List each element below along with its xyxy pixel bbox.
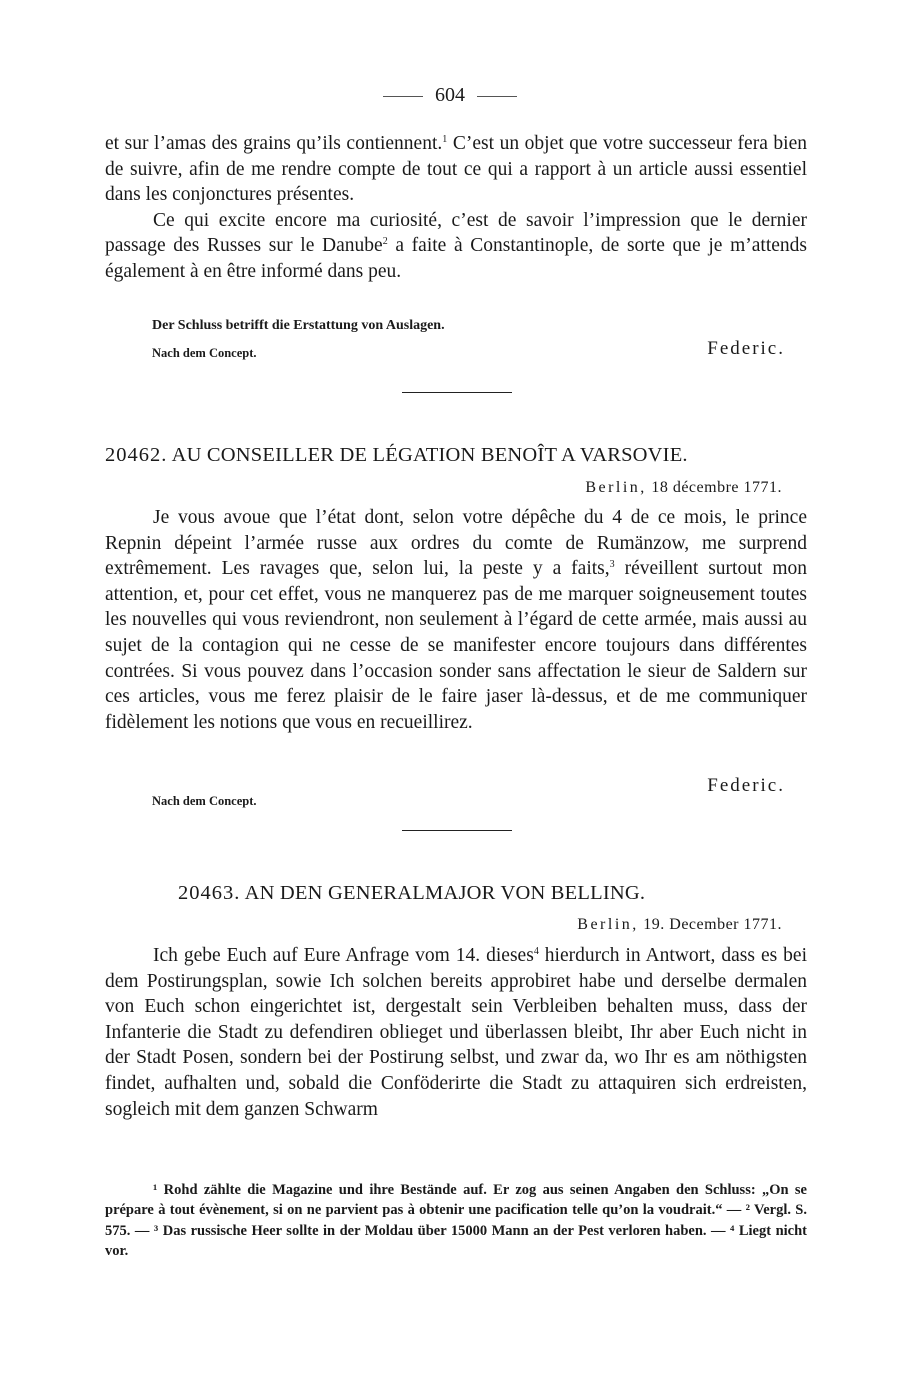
page-header <box>0 84 900 107</box>
letter-title: AN DEN GENERALMAJOR VON BELLING. <box>244 882 646 904</box>
source-note: Nach dem Concept. <box>152 794 257 808</box>
text-run: réveillent surtout mon attention, et, pour cet effet, vous ne manquerez pas de me marquer soigneusement toutes les nouvelles qui vous reviendront, non seulement à l’égard de cette armée, mais aussi au sujet de la contagion qui ne cesse de se manifester encore toujours dans différentes contrées. Si vous pouvez dans l’occasion sonder sans affectation le sieur de Saldern sur ces articles, vous me ferez plaisir de le faire jaser là-dessus, et de me communiquer fidèlement les notions que vous en recueillirez. <box>105 558 807 733</box>
footnote-ref: 1 <box>442 134 448 145</box>
footnote-ref: 4 <box>533 946 539 957</box>
text-run: Ich gebe Euch auf Eure Anfrage vom 14. dieses <box>153 945 534 966</box>
text-run: hierdurch in Antwort, dass es bei dem Postirungsplan, sowie Ich solchen bereits approbiret habe und derselbe dermalen von Euch schon eingerichtet ist, dergestalt sein Verbleiben behalten muss, dass der Infanterie die Stadt zu defendiren oblieget und überlassen bleibt, Ihr aber Euch nicht in der Stadt Posen, sondern bei der Postirung selbst, und zwar da, wo Ihr es am nöthigsten findet, aufhalten und, sobald die Conföderirte die Stadt zu attaquiren sich erdreisten, sogleich mit dem ganzen Schwarm <box>105 945 807 1120</box>
footnotes <box>105 1180 807 1262</box>
dateline <box>585 479 782 497</box>
letter-body <box>105 943 807 1122</box>
text-run: et sur l’amas des grains qu’ils contiennent. <box>105 133 443 154</box>
header-dash-right <box>477 96 517 97</box>
letter-body <box>105 505 807 735</box>
letter-heading <box>178 882 818 905</box>
header-dash-left <box>383 96 423 97</box>
dateline-place: Berlin, <box>577 916 639 933</box>
signature: Federic. <box>707 775 785 796</box>
dateline-date: 18 décembre 1771. <box>651 479 782 496</box>
footnote-text: ¹ Rohd zählte die Magazine und ihre Bestände auf. Er zog aus seinen Angaben den Schluss: „On se prépare à tout évènement, si on ne parvient pas à obtenir une pacification telle qu’on la voudrait.“ — ² Vergl. S. 575. — ³ Das russische Heer sollte in der Moldau über 15000 Mann an der Pest verloren haben. — ⁴ Liegt nicht vor. <box>105 1182 807 1260</box>
text-run: a faite à Constantinople, de sorte que je m’attends également à en être informé dans peu. <box>105 235 807 282</box>
dateline-date: 19. December 1771. <box>643 916 782 933</box>
dateline <box>577 916 782 934</box>
signature: Federic. <box>707 338 785 359</box>
letter-heading <box>105 444 807 467</box>
letter-title: AU CONSEILLER DE LÉGATION BENOÎT A VARSOVIE. <box>171 444 688 466</box>
section-divider <box>402 830 512 831</box>
paragraph <box>105 131 807 208</box>
source-note: Nach dem Concept. <box>152 346 257 360</box>
paragraph <box>105 505 807 735</box>
paragraph <box>105 208 807 285</box>
continuation-text <box>105 131 807 285</box>
footnote-ref: 3 <box>609 559 615 571</box>
dateline-place: Berlin, <box>585 479 647 496</box>
section-divider <box>402 392 512 393</box>
editorial-note: Der Schluss betrifft die Erstattung von Auslagen. <box>152 318 445 333</box>
text-run: C’est un objet que votre successeur fera bien de suivre, afin de me rendre compte de tout ce qui a rapport à un article aussi essentiel dans les conjonctures présentes. <box>105 133 808 206</box>
letter-number: 20462. <box>105 444 168 466</box>
text-run: Je vous avoue que l’état dont, selon votre dépêche du 4 de ce mois, le prince Repnin dépeint l’armée russe aux ordres du comte de Rumänzow, me surprend extrêmement. Les ravages que, selon lui, la peste y a faits, <box>105 507 807 580</box>
letter-number: 20463. <box>178 882 241 904</box>
page-number: 604 <box>435 84 465 106</box>
text-run: Ce qui excite encore ma curiosité, c’est de savoir l’impression que le dernier passage des Russes sur le Danube <box>105 209 807 257</box>
footnote-ref: 2 <box>382 236 388 248</box>
paragraph <box>105 943 807 1122</box>
